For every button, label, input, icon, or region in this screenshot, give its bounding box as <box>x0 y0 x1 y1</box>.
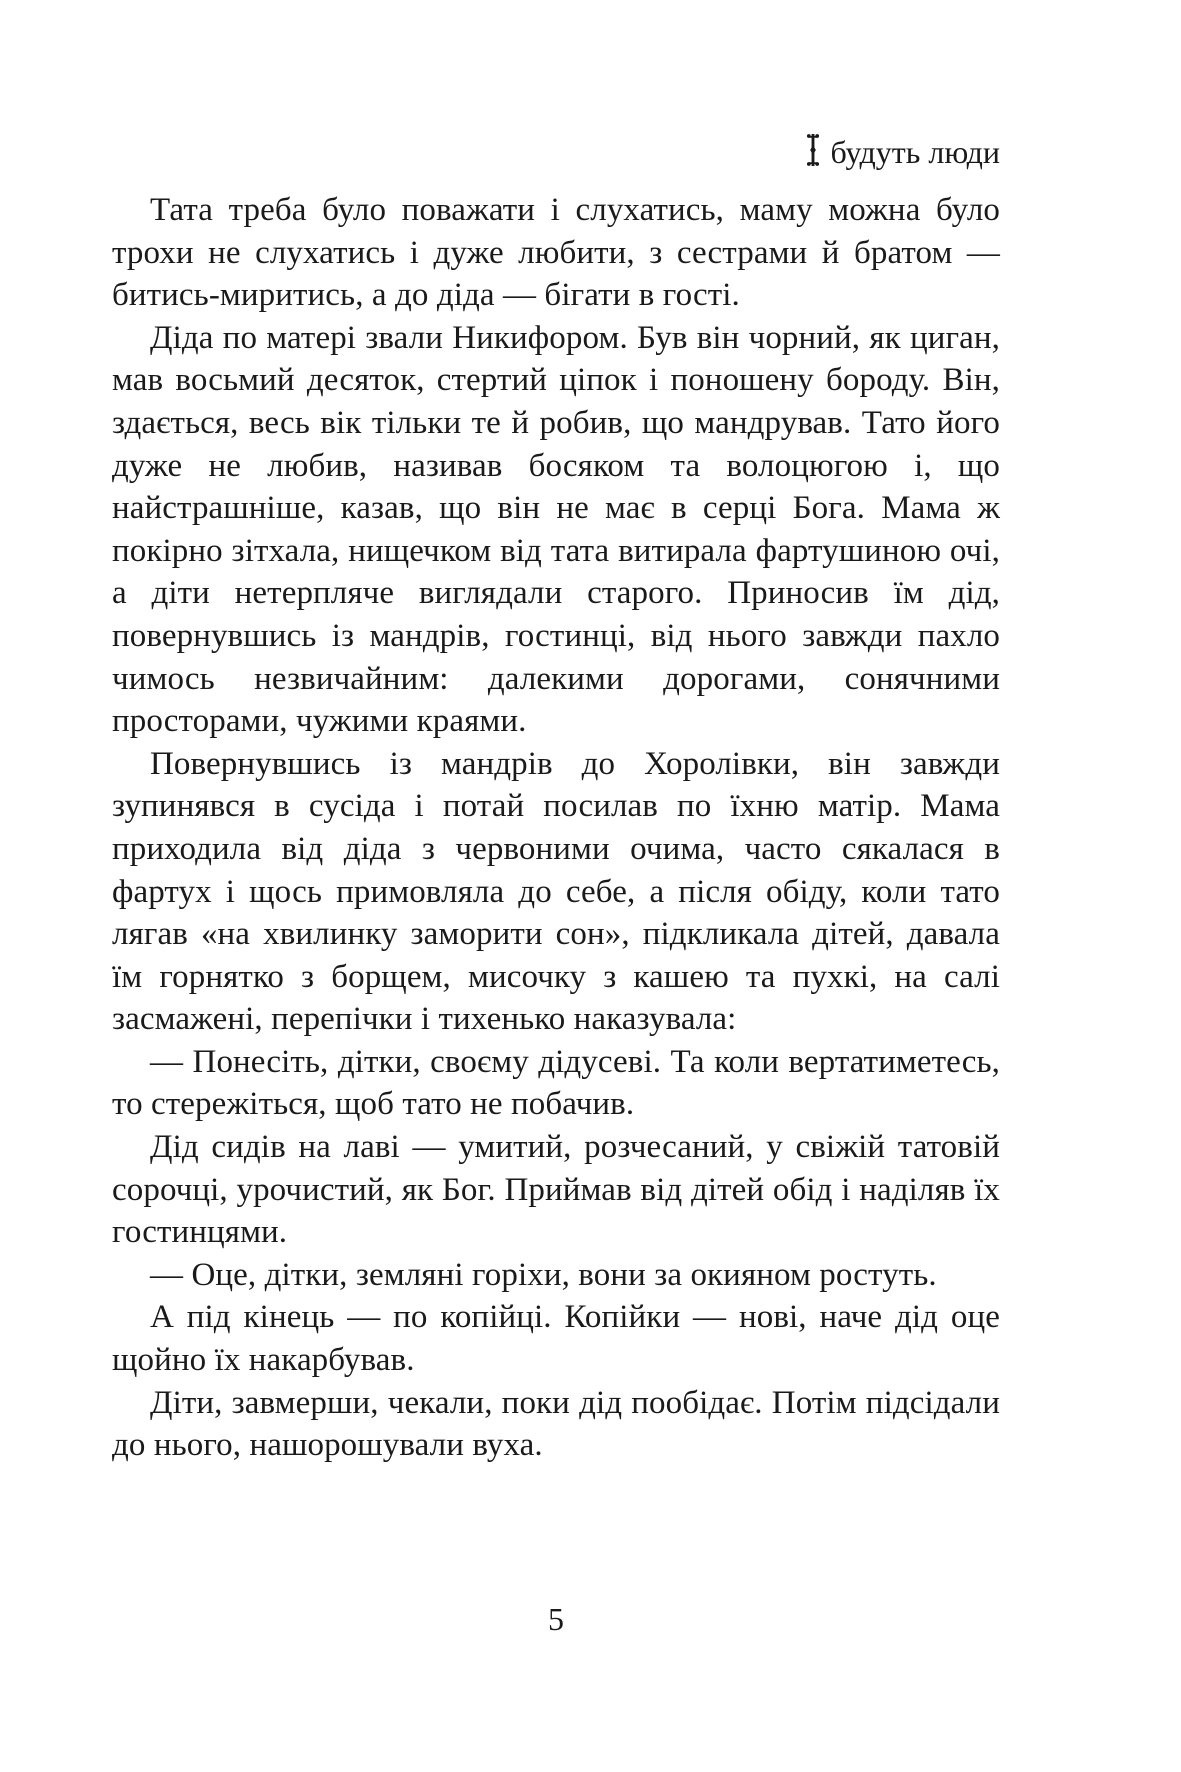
page-number: 5 <box>548 1601 564 1637</box>
paragraph: — Оце, дітки, земляні горіхи, вони за окияном ростуть. <box>150 1256 937 1293</box>
running-header-title: будуть люди <box>830 134 1000 170</box>
paragraph: Дід сидів на лаві — умитий, розчесаний, у свіжій татовій сорочці, урочистий, як Бог. Приймав від дітей обід і наділяв їх гостинцями. <box>112 1129 1000 1251</box>
paragraph: Тата треба було поважати і слухатись, маму можна було трохи не слухатись і дуже любити, з сестрами й братом — битись-миритись, а до діда — бігати в гості. <box>112 192 1000 314</box>
running-header <box>112 130 1000 178</box>
paragraph: Діда по матері звали Никифором. Був він чорний, як циган, мав восьмий десяток, стертий ціпок і поношену бороду. Він, здається, весь вік тільки те й робив, що мандрував. Тато його дуже не любив, називав босяком та волоцюгою і, що найстрашніше, казав, що він не має в серці Бога. Мама ж покірно зітхала, нищечком від тата витирала фартушиною очі, а діти нетерпляче виглядали старого. Приносив їм дід, повернувшись із мандрів, гостинці, від нього завжди пахло чимось незвичайним: далекими дорогами, сонячними просторами, чужими краями. <box>112 319 1000 740</box>
paragraph: А під кінець — по копійці. Копійки — нові, наче дід оце щойно їх накарбував. <box>112 1299 1000 1379</box>
body-text <box>112 189 1000 1467</box>
paragraph: Повернувшись із мандрів до Хоролівки, він завжди зупинявся в сусіда і потай посилав по їхню матір. Мама приходила від діда з червоними очима, часто сякалася в фартух і щось примовляла до себе, а після обіду, коли тато лягав «на хвилинку заморити сон», підкликала дітей, давала їм горнятко з борщем, мисочку з кашею та пухкі, на салі засмажені, перепічки і тихенько наказувала: <box>112 745 1000 1038</box>
ornate-initial-i-icon <box>805 130 821 178</box>
paragraph: Діти, завмерши, чекали, поки дід пообідає. Потім підсідали до нього, нашорошували вуха. <box>112 1384 1000 1464</box>
paragraph: — Понесіть, дітки, своєму дідусеві. Та коли вертатиметесь, то стережіться, щоб тато не побачив. <box>112 1043 1000 1123</box>
